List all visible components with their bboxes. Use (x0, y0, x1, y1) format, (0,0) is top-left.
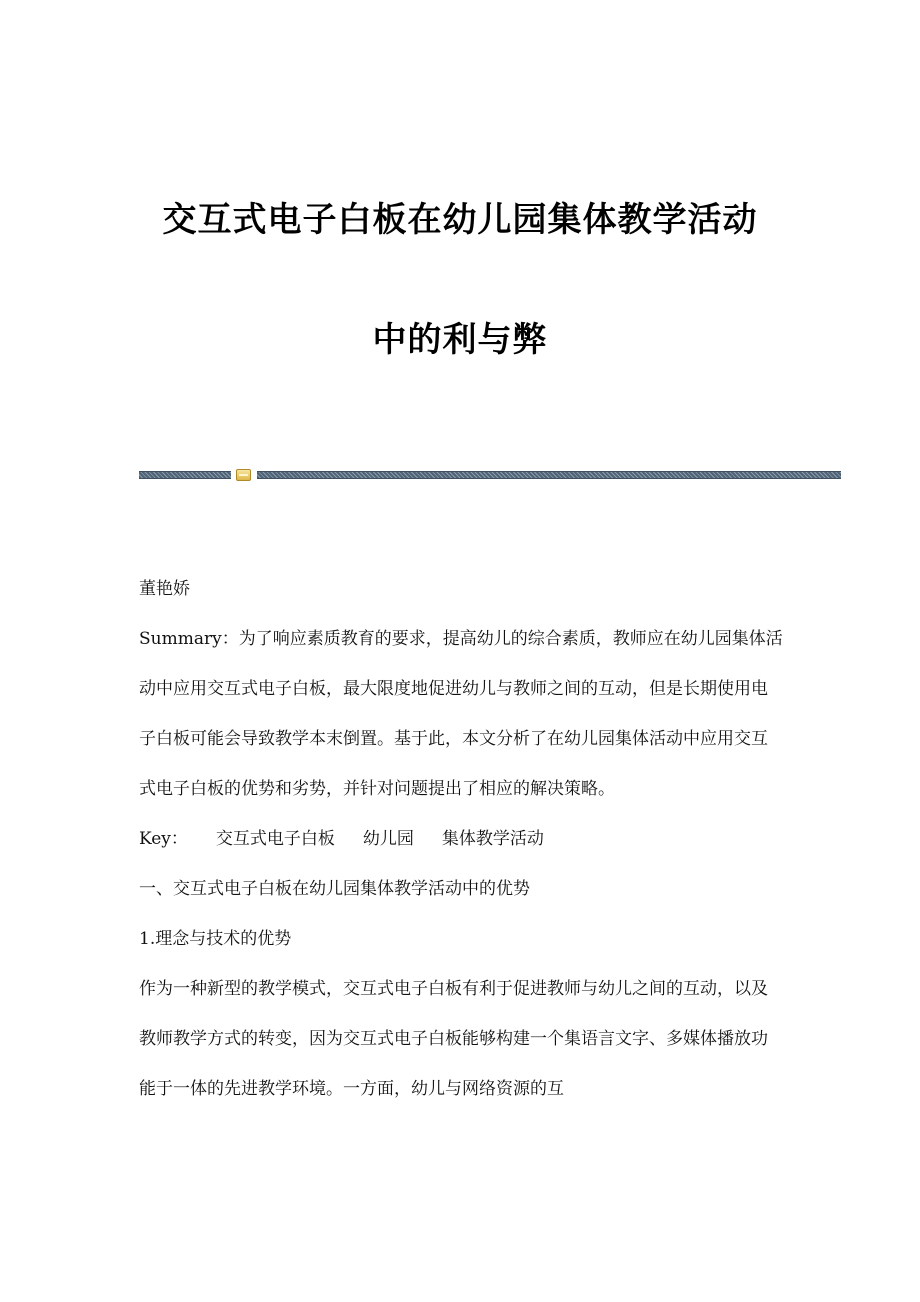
title-divider (139, 469, 841, 481)
author: 董艳娇 (139, 579, 190, 599)
divider-bar-right (257, 471, 841, 479)
divider-bar-left (139, 471, 231, 479)
keywords-label: Key： (139, 829, 188, 849)
body-paragraph: 作为一种新型的教学模式，交互式电子白板有利于促进教师与幼儿之间的互动，以及教师教学方式的转变，因为交互式电子白板能够构建一个集语言文字、多媒体播放功能于一体的先进教学环境。一方面，幼儿与网络资源的互 (139, 979, 768, 1099)
page-title-line-2: 中的利与弊 (372, 320, 548, 360)
article-body (139, 564, 784, 1114)
keywords (139, 814, 784, 864)
keyword-3: 集体教学活动 (441, 829, 544, 849)
summary-label: Summary： (139, 629, 239, 649)
ornament-icon (236, 469, 251, 481)
section-heading: 一、交互式电子白板在幼儿园集体教学活动中的优势 (139, 879, 530, 899)
subsection-heading: 1.理念与技术的优势 (139, 929, 292, 949)
summary (139, 614, 784, 814)
keyword-2: 幼儿园 (362, 829, 414, 849)
keyword-1: 交互式电子白板 (215, 829, 335, 849)
summary-text: 为了响应素质教育的要求，提高幼儿的综合素质，教师应在幼儿园集体活动中应用交互式电子白板，最大限度地促进幼儿与教师之间的互动，但是长期使用电子白板可能会导致教学本末倒置。基于此，本文分析了在幼儿园集体活动中应用交互式电子白板的优势和劣势，并针对问题提出了相应的解决策略。 (139, 629, 783, 799)
page-title-line-1: 交互式电子白板在幼儿园集体教学活动 (162, 200, 758, 240)
